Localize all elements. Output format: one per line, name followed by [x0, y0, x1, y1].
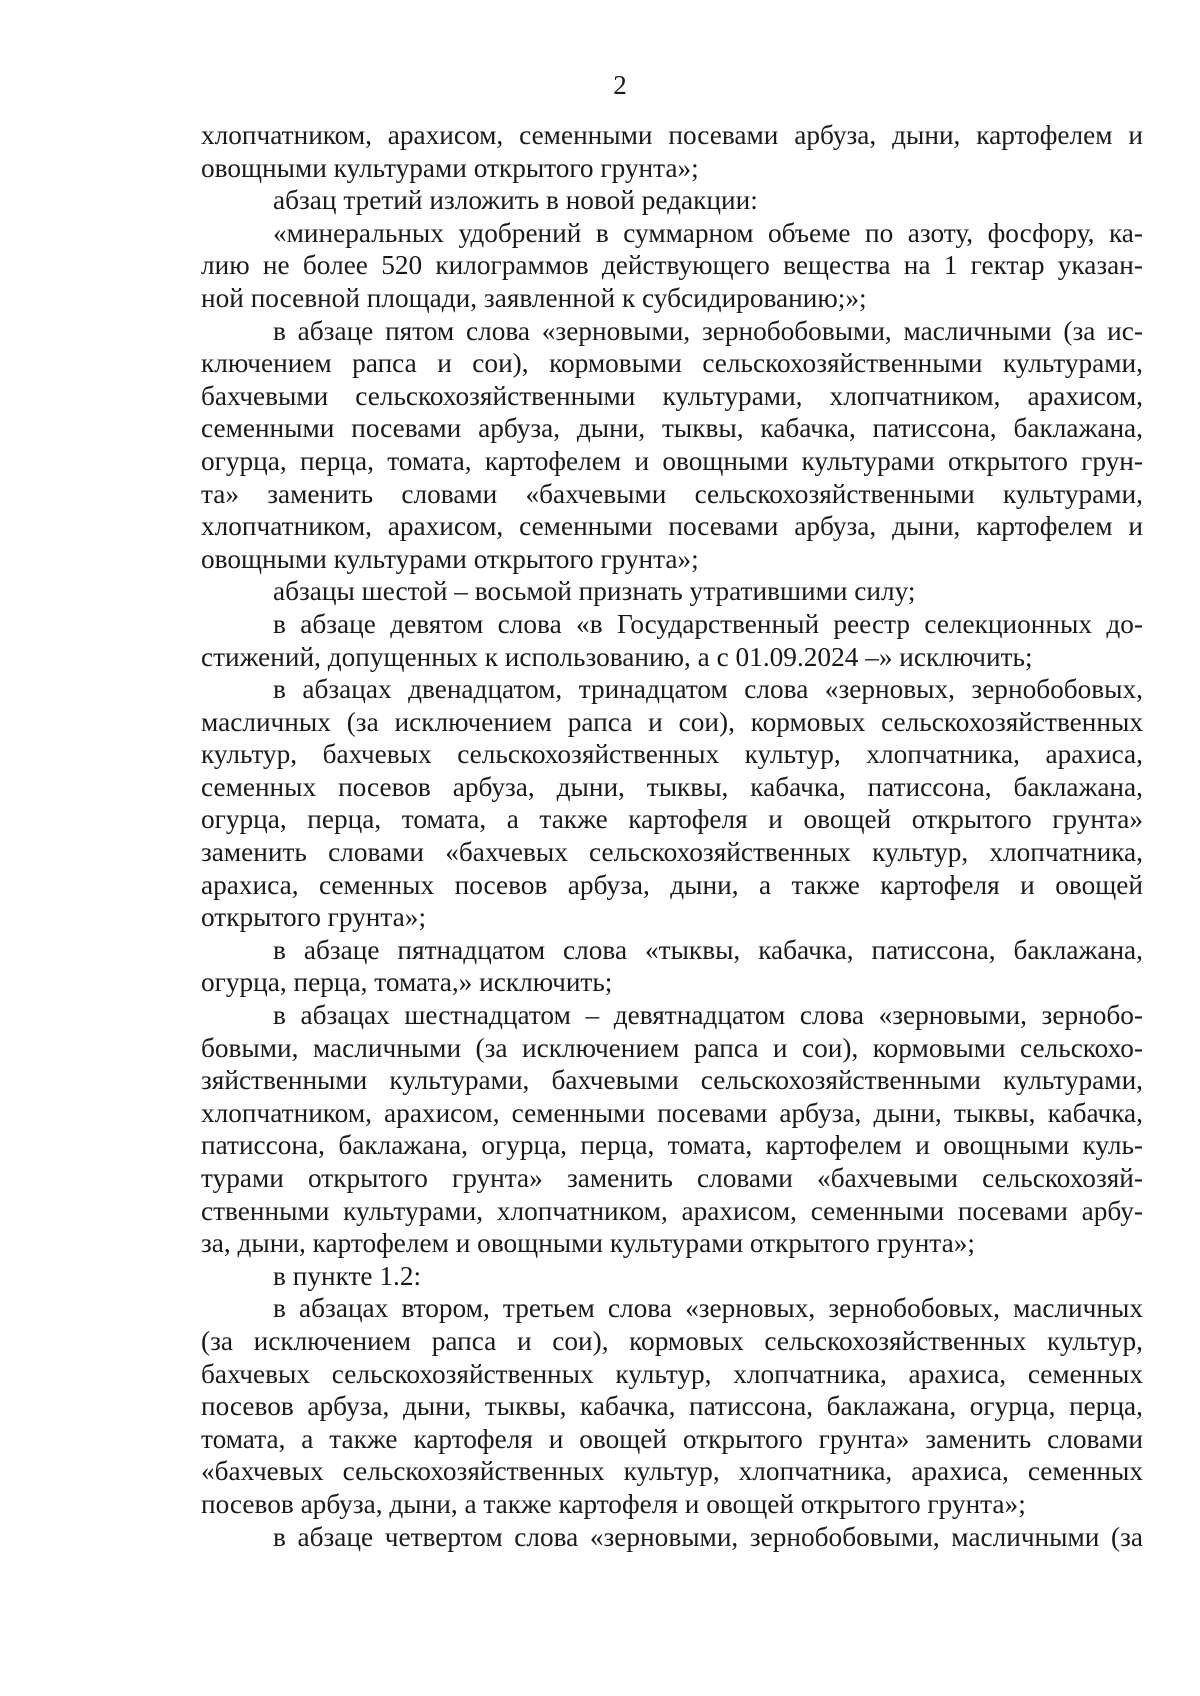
- text-line: бахчевыми сельскохозяйственными культурами, хлопчатником, арахисом,: [201, 380, 1143, 411]
- text-line: в абзаце четвертом слова «зерновыми, зернобобовыми, масличными (за: [273, 1521, 1143, 1552]
- text-line: «минеральных удобрений в суммарном объеме по азоту, фосфору, ка-: [273, 217, 1143, 248]
- text-line: бовыми, масличными (за исключением рапса и сои), кормовыми сельскохо-: [201, 1032, 1143, 1063]
- text-line: томата, а также картофеля и овощей открытого грунта» заменить словами: [201, 1423, 1143, 1454]
- text-line: за, дыни, картофелем и овощными культурами открытого грунта»;: [201, 1228, 975, 1259]
- text-line: овощными культурами открытого грунта»;: [201, 152, 699, 183]
- text-line: бахчевых сельскохозяйственных культур, хлопчатника, арахиса, семенных: [201, 1358, 1143, 1389]
- text-line: масличных (за исключением рапса и сои), кормовых сельскохозяйственных: [201, 706, 1143, 737]
- text-line: «бахчевых сельскохозяйственных культур, хлопчатника, арахиса, семенных: [201, 1456, 1143, 1487]
- text-line: в абзаце пятнадцатом слова «тыквы, кабачка, патиссона, баклажана,: [273, 934, 1143, 965]
- text-line: овощными культурами открытого грунта»;: [201, 543, 699, 574]
- text-line: ной посевной площади, заявленной к субсидированию;»;: [201, 282, 867, 313]
- text-line: (за исключением рапса и сои), кормовых сельскохозяйственных культур,: [201, 1325, 1143, 1356]
- text-line: абзац третий изложить в новой редакции:: [273, 185, 758, 216]
- text-line: турами открытого грунта» заменить словами «бахчевыми сельскохозяй-: [201, 1163, 1143, 1193]
- text-line: лию не более 520 килограммов действующего вещества на 1 гектар указан-: [201, 250, 1143, 281]
- text-line: посевов арбуза, дыни, тыквы, кабачка, патиссона, баклажана, огурца, перца,: [201, 1391, 1143, 1422]
- text-line: в абзацах двенадцатом, тринадцатом слова «зерновых, зернобобовых,: [273, 674, 1143, 705]
- document-body: [201, 119, 1143, 1553]
- text-line: хлопчатником, арахисом, семенными посевами арбуза, дыни, тыквы, кабачка,: [201, 1097, 1143, 1128]
- text-line: абзацы шестой – восьмой признать утратившими силу;: [273, 576, 916, 607]
- text-line: культур, бахчевых сельскохозяйственных культур, хлопчатника, арахиса,: [201, 739, 1143, 770]
- page-number: 2: [613, 70, 627, 100]
- text-line: огурца, перца, томата, а также картофеля и овощей открытого грунта»: [201, 804, 1143, 835]
- text-line: хлопчатником, арахисом, семенными посевами арбуза, дыни, картофелем и: [201, 120, 1143, 150]
- text-line: в абзаце девятом слова «в Государственный реестр селекционных до-: [273, 608, 1143, 639]
- text-line: посевов арбуза, дыни, а также картофеля и овощей открытого грунта»;: [201, 1488, 1026, 1519]
- text-line: семенных посевов арбуза, дыни, тыквы, кабачка, патиссона, баклажана,: [201, 771, 1143, 802]
- text-line: та» заменить словами «бахчевыми сельскохозяйственными культурами,: [201, 478, 1143, 509]
- text-line: зяйственными культурами, бахчевыми сельскохозяйственными культурами,: [201, 1065, 1143, 1096]
- text-line: открытого грунта»;: [201, 902, 427, 933]
- text-line: семенными посевами арбуза, дыни, тыквы, кабачка, патиссона, баклажана,: [201, 413, 1143, 444]
- text-line: огурца, перца, томата, картофелем и овощными культурами открытого грун-: [201, 445, 1143, 476]
- text-line: в абзацах шестнадцатом – девятнадцатом слова «зерновыми, зернобо-: [273, 1000, 1143, 1031]
- text-line: ственными культурами, хлопчатником, арахисом, семенными посевами арбу-: [201, 1195, 1143, 1226]
- text-line: заменить словами «бахчевых сельскохозяйственных культур, хлопчатника,: [201, 837, 1143, 868]
- text-line: в пункте 1.2:: [273, 1260, 422, 1291]
- text-line: огурца, перца, томата,» исключить;: [201, 967, 613, 998]
- text-line: стижений, допущенных к использованию, а с 01.09.2024 –» исключить;: [201, 641, 1033, 672]
- text-line: хлопчатником, арахисом, семенными посевами арбуза, дыни, картофелем и: [201, 511, 1143, 542]
- text-line: в абзаце пятом слова «зерновыми, зернобобовыми, масличными (за ис-: [273, 315, 1143, 346]
- text-line: патиссона, баклажана, огурца, перца, томата, картофелем и овощными куль-: [201, 1130, 1143, 1161]
- text-line: ключением рапса и сои), кормовыми сельскохозяйственными культурами,: [201, 348, 1143, 379]
- text-line: арахиса, семенных посевов арбуза, дыни, а также картофеля и овощей: [201, 869, 1143, 900]
- text-line: в абзацах втором, третьем слова «зерновых, зернобобовых, масличных: [273, 1293, 1143, 1324]
